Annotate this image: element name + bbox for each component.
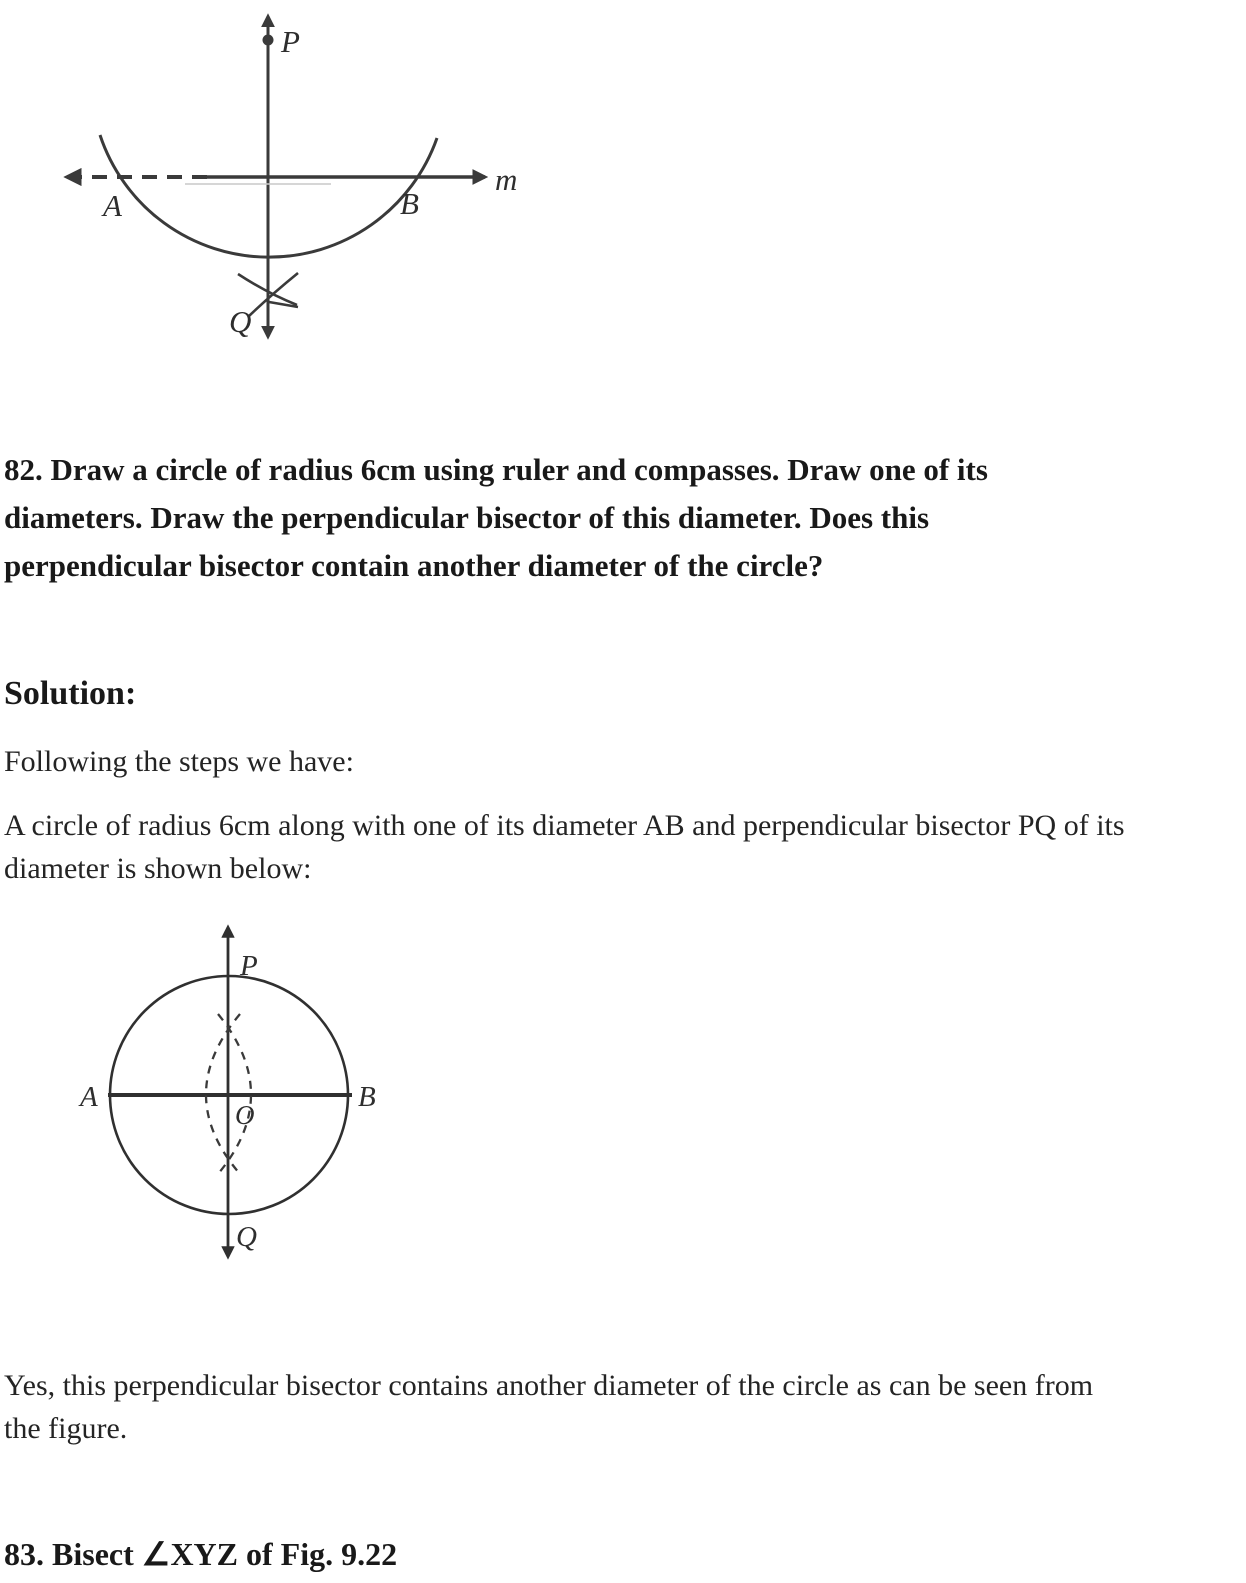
question-82-heading [4, 446, 988, 590]
fig1-label-q: Q [229, 304, 252, 339]
solution-conclusion [4, 1364, 1093, 1450]
fig1-label-m: m [495, 162, 518, 197]
solution-conclusion-line-2: the figure. [4, 1412, 128, 1445]
question-83-heading: 83. Bisect ∠XYZ of Fig. 9.22 [4, 1536, 398, 1572]
question-82-line-2: diameters. Draw the perpendicular bisector of this diameter. Does this [4, 500, 930, 535]
solution-description-line-2: diameter is shown below: [4, 852, 312, 885]
question-82-line-3: perpendicular bisector contain another diameter of the circle? [4, 548, 824, 583]
fig2-label-q: Q [236, 1221, 257, 1253]
figure-perpendicular-bisector [55, 3, 525, 348]
question-82-line-1: 82. Draw a circle of radius 6cm using ruler and compasses. Draw one of its [4, 452, 988, 487]
solution-description [4, 804, 1125, 890]
solution-conclusion-line-1: Yes, this perpendicular bisector contains another diameter of the circle as can be seen from [4, 1369, 1094, 1402]
cross-arc-2 [249, 273, 298, 316]
solution-intro: Following the steps we have: [4, 745, 354, 778]
fig1-label-p: P [281, 24, 300, 59]
fig2-label-b: B [358, 1081, 376, 1113]
fig2-label-o: O [235, 1100, 255, 1130]
fig2-label-a: A [80, 1081, 98, 1113]
fig1-label-a: A [103, 188, 122, 223]
point-p-dot [263, 35, 274, 46]
fig2-label-p: P [240, 950, 258, 982]
fig1-label-b: B [400, 186, 419, 221]
solution-heading: Solution: [4, 675, 137, 712]
solution-description-line-1: A circle of radius 6cm along with one of its diameter AB and perpendicular bisector PQ of its [4, 809, 1125, 842]
figure-circle-with-bisector [70, 913, 390, 1268]
